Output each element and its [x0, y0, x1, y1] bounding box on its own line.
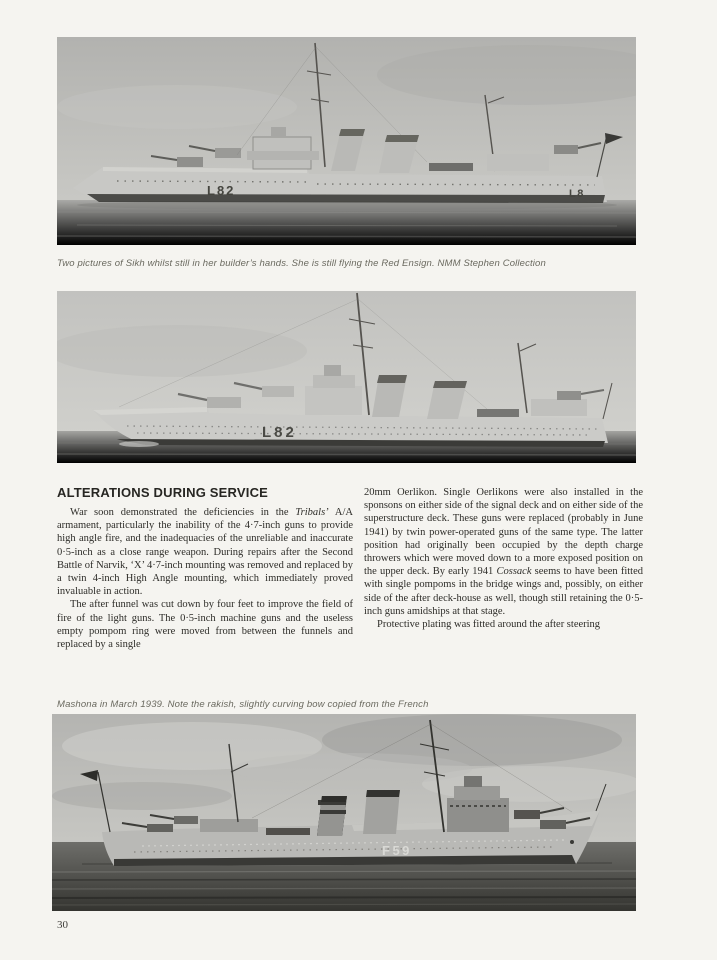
photo3-caption: Mashona in March 1939. Note the rakish, slightly curving bow copied from the French [57, 699, 429, 710]
article-left-column [57, 485, 353, 651]
photo1-caption: Two pictures of Sikh whilst still in her builder’s hands. She is still flying the Red Ensign. NMM Stephen Collection [57, 258, 546, 269]
photo1-hull-number-stern: L8 [569, 188, 585, 200]
body-paragraph: Protective plating was fitted around the after steering [377, 619, 601, 631]
article-heading: ALTERATIONS DURING SERVICE [57, 485, 269, 500]
left-column-text [57, 506, 353, 651]
photo-sikh-bow-view [57, 291, 636, 463]
photo2-image [57, 291, 636, 463]
body-paragraph: 20mm Oerlikon. Single Oerlikons were also installed in the sponsons on either side of the signal deck and on either side of the superstructure deck. These guns were replaced (probably in June 1941) by twin power-operated guns of the same type. The latter position had originally been occupied by the depth charge throwers which were moved down to a more exposed position on the upper deck. By early 1941 Cossack seems to have been fitted with single pompoms in the bridge wings and, possibly, on either side of the after deck-house as well, though still retaining the 0·5-inch guns amidships at that stage. [364, 487, 643, 617]
article-right-column [364, 486, 643, 631]
page-number: 30 [57, 919, 68, 931]
photo1-hull-number-bow: L82 [207, 183, 236, 198]
photo3-hull-number: F59 [382, 843, 412, 858]
photo3-image [52, 714, 636, 911]
photo-mashona [52, 714, 636, 911]
photo1-image [57, 37, 636, 245]
right-column-text [364, 486, 643, 631]
photo-sikh-side-view [57, 37, 636, 245]
photo2-hull-number: L82 [262, 424, 297, 441]
body-paragraph: The after funnel was cut down by four feet to improve the field of fire of the light guns. The 0·5-inch machine guns and the useless empty pompom ring were moved from between the funnels and replaced by a single [57, 599, 353, 651]
body-paragraph: War soon demonstrated the deficiencies in the Tribals’ A/A armament, particularly the inability of the 4·7-inch guns to provide high angle fire, and the inadequacies of the unreliable and inaccurate 0·5-inch as a close range weapon. During repairs after the Second Battle of Narvik, ‘X’ 4·7-inch mounting was removed and replaced by a twin 4-inch High Angle mounting, which immediately proved invaluable in action. [57, 507, 353, 598]
